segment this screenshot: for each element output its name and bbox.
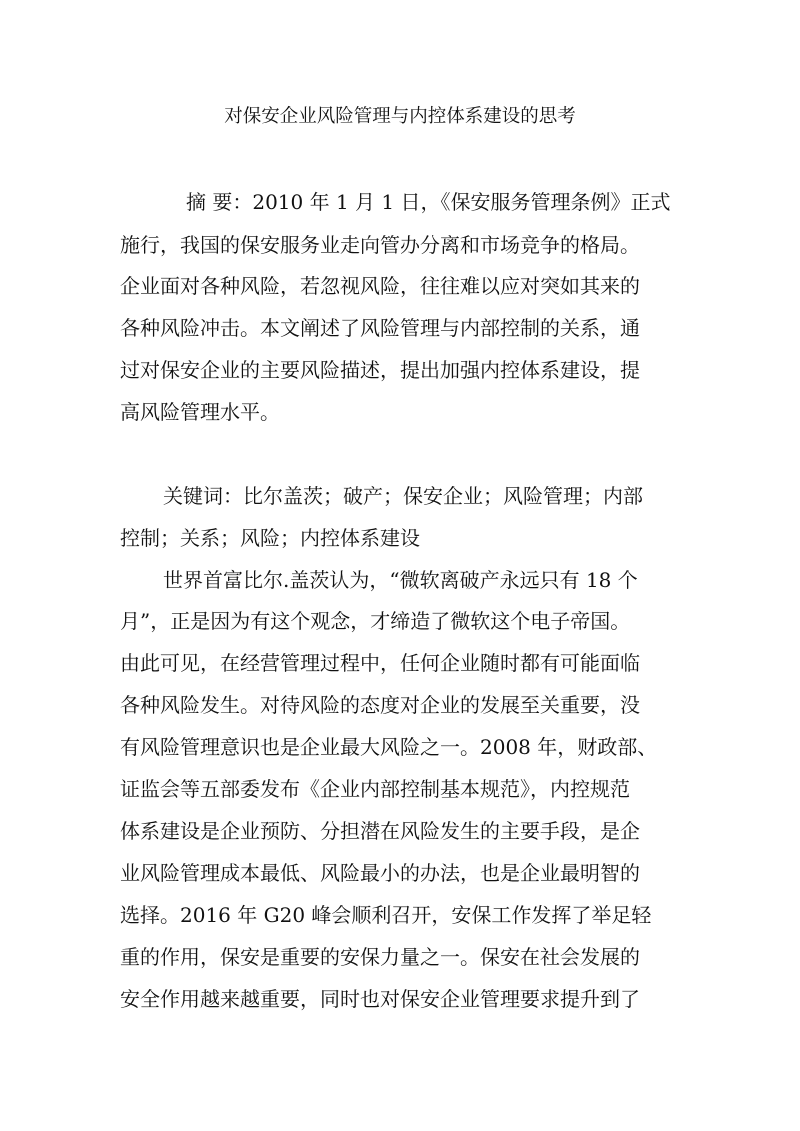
abstract-line: 各种风险冲击。本文阐述了风险管理与内部控制的关系，通	[120, 316, 640, 340]
abstract-line: 施行，我国的保安服务业走向管办分离和市场竞争的格局。	[120, 233, 640, 257]
body-line: 世界首富比尔.盖茨认为，“微软离破产永远只有 18 个	[163, 568, 638, 592]
body-line: 月”，正是因为有这个观念，才缔造了微软这个电子帝国。	[120, 609, 631, 633]
body-line: 体系建设是企业预防、分担潜在风险发生的主要手段，是企	[120, 819, 640, 843]
abstract-line: 摘 要：2010 年 1 月 1 日，《保安服务管理条例》正式	[186, 190, 671, 214]
body-line: 安全作用越来越重要，同时也对保安企业管理要求提升到了	[120, 987, 640, 1011]
body-line: 有风险管理意识也是企业最大风险之一。2008 年，财政部、	[120, 735, 658, 759]
keywords-line: 关键词：比尔盖茨；破产；保安企业；风险管理；内部	[163, 484, 643, 508]
abstract-line: 企业面对各种风险，若忽视风险，往往难以应对突如其来的	[120, 274, 640, 298]
body-line: 业风险管理成本最低、风险最小的办法，也是企业最明智的	[120, 861, 640, 885]
body-line: 各种风险发生。对待风险的态度对企业的发展至关重要，没	[120, 693, 640, 717]
body-line: 证监会等五部委发布《企业内部控制基本规范》，内控规范	[120, 777, 630, 801]
document-title: 对保安企业风险管理与内控体系建设的思考	[224, 106, 576, 127]
body-line: 由此可见，在经营管理过程中，任何企业随时都有可能面临	[120, 651, 640, 675]
abstract-line: 过对保安企业的主要风险描述，提出加强内控体系建设，提	[120, 358, 640, 382]
body-line: 选择。2016 年 G20 峰会顺利召开，安保工作发挥了举足轻	[120, 903, 652, 927]
abstract-line: 高风险管理水平。	[120, 400, 280, 424]
keywords-line: 控制；关系；风险；内控体系建设	[120, 526, 420, 550]
body-line: 重的作用，保安是重要的安保力量之一。保安在社会发展的	[120, 945, 640, 969]
